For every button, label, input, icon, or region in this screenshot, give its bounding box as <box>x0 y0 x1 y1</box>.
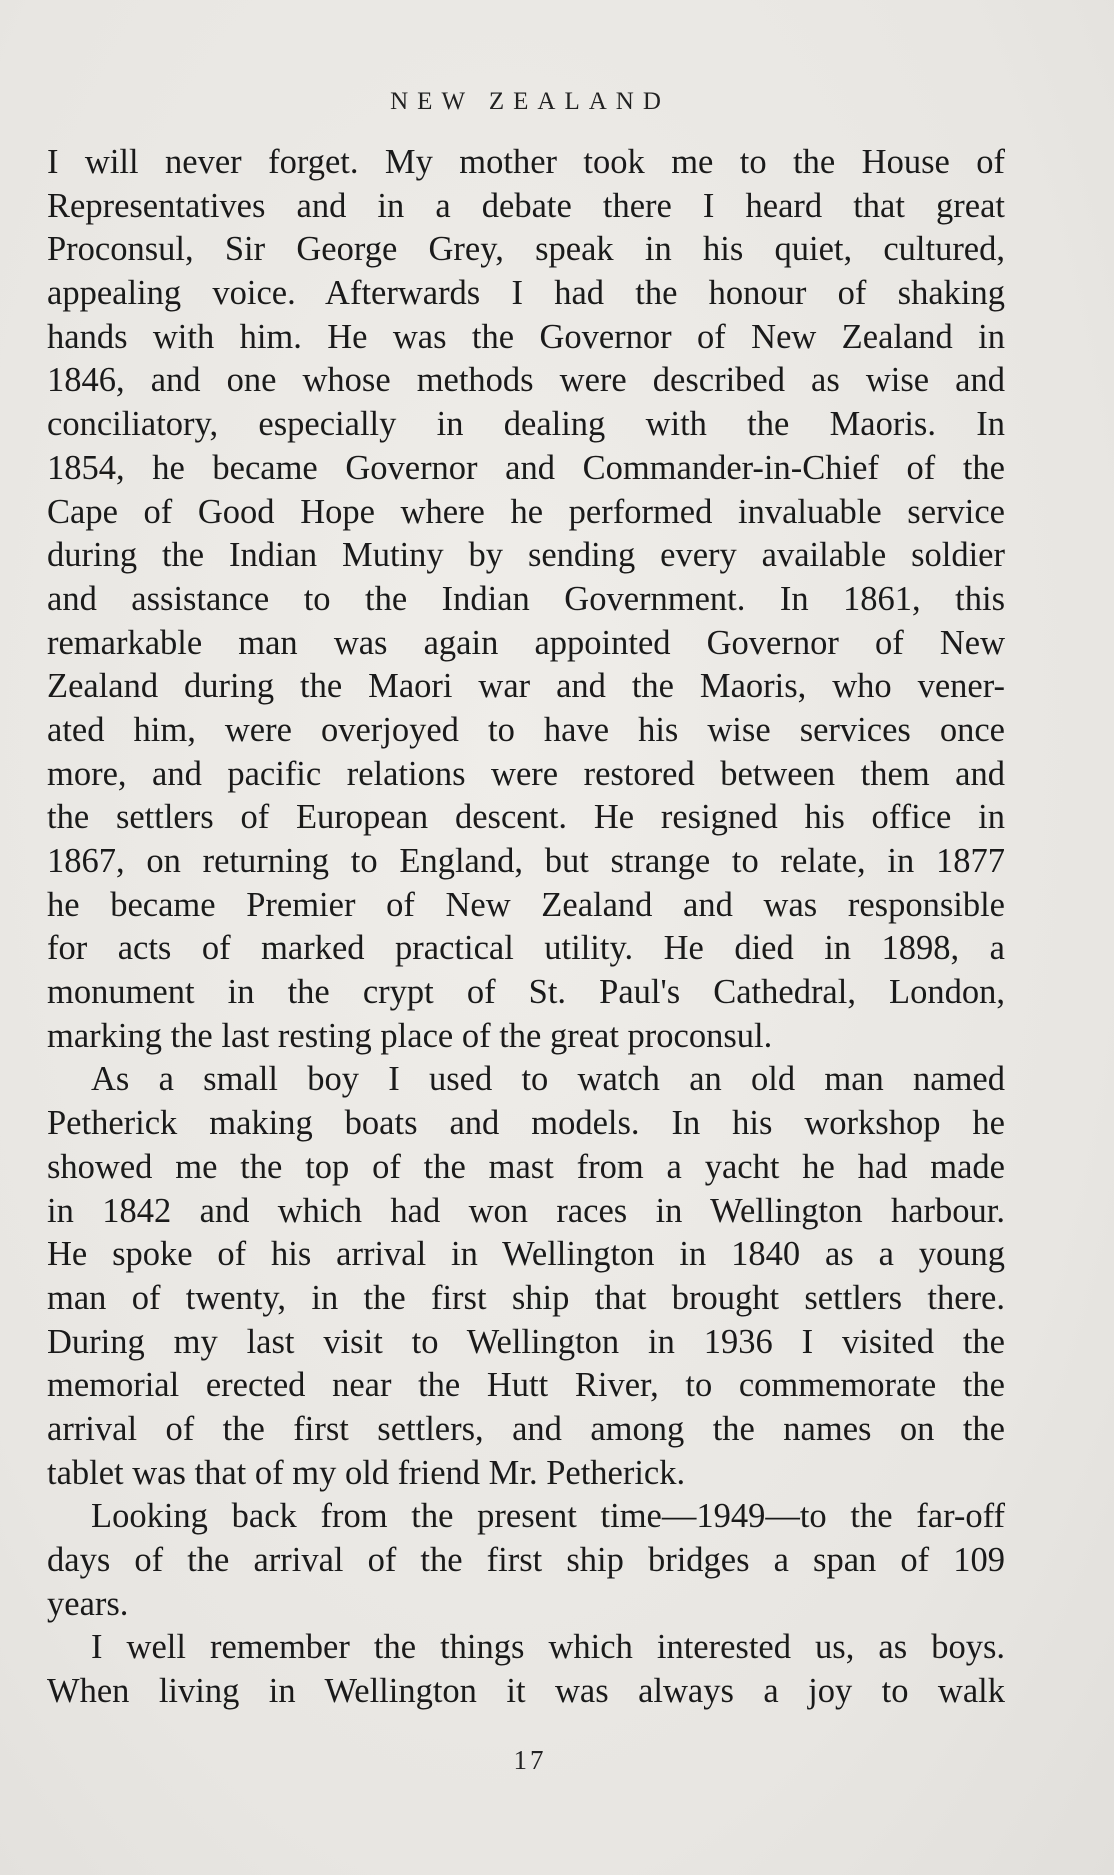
text-line: Proconsul, Sir George Grey, speak in his quiet, cultured, <box>47 230 1005 269</box>
text-line: He spoke of his arrival in Wellington in 1840 as a young <box>47 1235 1005 1274</box>
text-line: days of the arrival of the first ship bridges a span of 109 <box>47 1541 1005 1579</box>
text-line: more, and pacific relations were restored between them and <box>47 754 1005 793</box>
text-line: appealing voice. Afterwards I had the honour of shaking <box>47 274 1005 313</box>
text-line: years. <box>47 1584 129 1623</box>
text-line: showed me the top of the mast from a yacht he had made <box>47 1147 1005 1186</box>
text-line: remarkable man was again appointed Governor of New <box>47 623 1005 662</box>
text-line: Cape of Good Hope where he performed invaluable service <box>47 492 1005 531</box>
text-line: for acts of marked practical utility. He died in 1898, a <box>47 929 1005 968</box>
text-line: during the Indian Mutiny by sending every available soldier <box>47 536 1005 575</box>
text-line: monument in the crypt of St. Paul's Cathedral, London, <box>47 973 1005 1012</box>
text-line: I will never forget. My mother took me to the House of <box>47 143 1005 181</box>
text-line: conciliatory, especially in dealing with the Maoris. In <box>47 405 1005 444</box>
text-line: As a small boy I used to watch an old man named <box>91 1060 1005 1099</box>
running-head: NEW ZEALAND <box>390 88 670 115</box>
text-line: 1854, he became Governor and Commander-in-Chief of the <box>47 448 1005 487</box>
text-line: in 1842 and which had won races in Wellington harbour. <box>47 1191 1005 1230</box>
text-line: he became Premier of New Zealand and was responsible <box>47 885 1005 924</box>
body-text <box>47 141 1005 1714</box>
text-line: During my last visit to Wellington in 1936 I visited the <box>47 1322 1005 1361</box>
text-line: the settlers of European descent. He resigned his office in <box>47 798 1005 837</box>
text-line: and assistance to the Indian Government. In 1861, this <box>47 579 1005 618</box>
text-line: I well remember the things which interested us, as boys. <box>91 1628 1005 1667</box>
text-line: When living in Wellington it was always a joy to walk <box>47 1672 1005 1711</box>
text-line: Representatives and in a debate there I heard that great <box>47 186 1005 225</box>
text-line: Looking back from the present time—1949—to the far-off <box>91 1497 1005 1536</box>
text-line: 1867, on returning to England, but strange to relate, in 1877 <box>47 842 1005 880</box>
text-line: arrival of the first settlers, and among the names on the <box>47 1409 1005 1448</box>
text-line: ated him, were overjoyed to have his wise services once <box>47 710 1005 749</box>
text-line: marking the last resting place of the great proconsul. <box>47 1016 773 1055</box>
text-line: tablet was that of my old friend Mr. Petherick. <box>47 1453 686 1492</box>
text-line: 1846, and one whose methods were described as wise and <box>47 361 1005 400</box>
page-number: 17 <box>513 1745 547 1775</box>
text-line: hands with him. He was the Governor of New Zealand in <box>47 317 1005 356</box>
text-line: memorial erected near the Hutt River, to commemorate the <box>47 1366 1005 1405</box>
text-line: Zealand during the Maori war and the Maoris, who vener- <box>47 667 1005 706</box>
text-line: Petherick making boats and models. In his workshop he <box>47 1104 1005 1143</box>
text-line: man of twenty, in the first ship that brought settlers there. <box>47 1278 1005 1317</box>
